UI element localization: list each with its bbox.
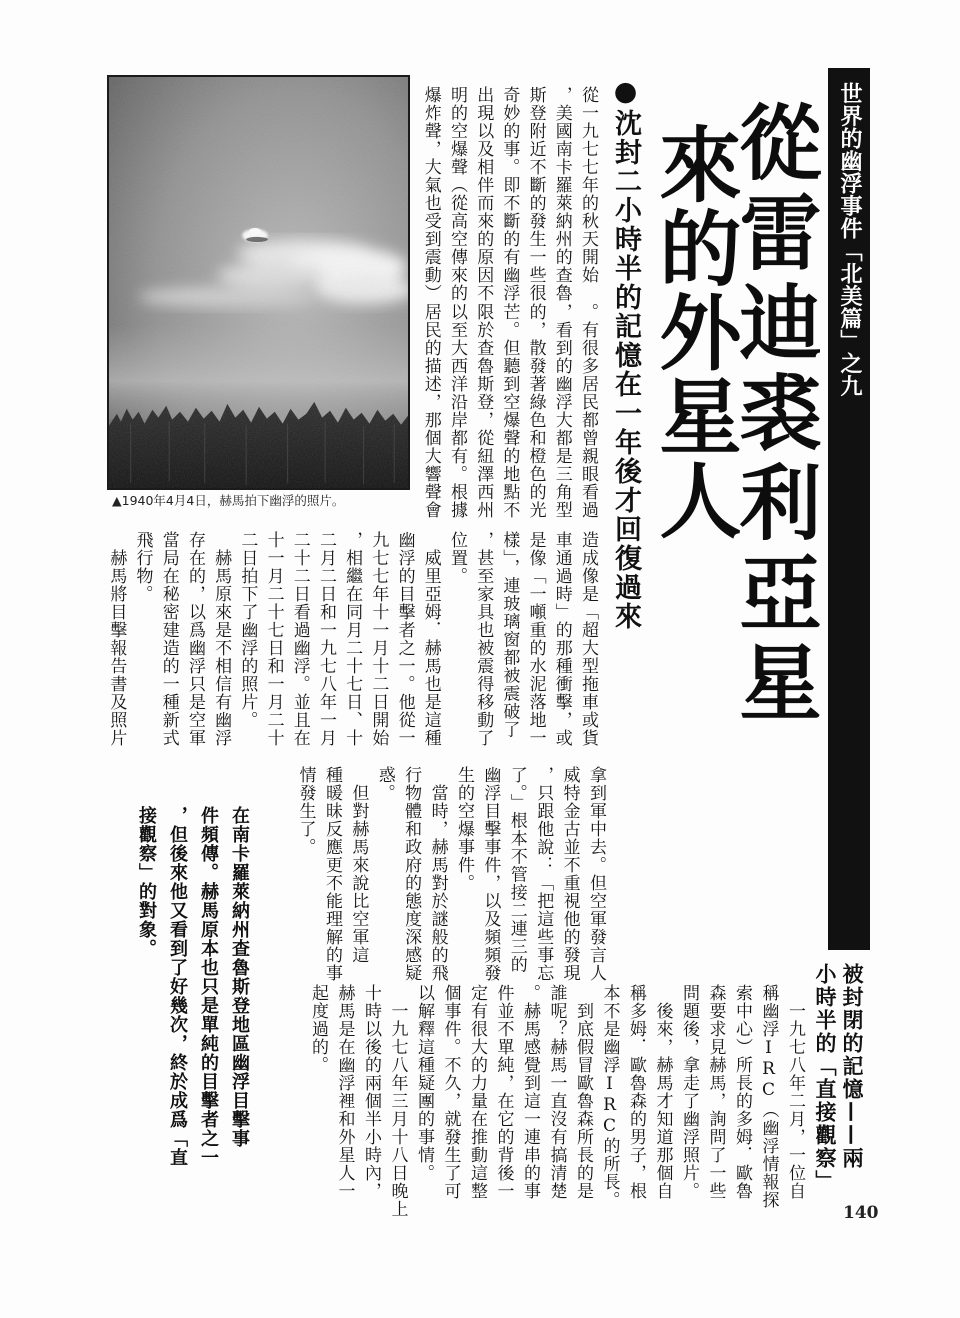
- pull-quote: [131, 806, 255, 1167]
- text-column: 以至大西洋沿岸都有。根據: [446, 303, 467, 519]
- body-text-tier-b: [418, 303, 601, 519]
- text-column: 居民的描述，那個大響聲會: [420, 303, 441, 519]
- text-column: ，只跟他說：「把這些事忘: [533, 766, 554, 982]
- text-column: 森要求見赫馬，詢問了一些: [705, 984, 726, 1200]
- text-column: 赫馬將目擊報告書及照片: [106, 531, 127, 747]
- text-column: 爆炸聲，大氣也受到震動）: [420, 86, 441, 302]
- text-column: 斯登附近不斷的發生一些很: [525, 86, 546, 302]
- text-column: 。赫馬感覺到這一連串的事: [520, 984, 540, 1200]
- text-column: 被封閉的記憶——兩: [840, 963, 864, 1170]
- series-label: 世界的幽浮事件「北美篇」之九: [837, 82, 862, 397]
- text-column: 車通過時」的那種衝擊，或: [551, 531, 572, 747]
- text-column: 十時以後的兩個半小時內，: [361, 984, 381, 1200]
- page-number: 140: [843, 1203, 879, 1223]
- text-column: 出現以及相伴而來的原因不: [473, 86, 494, 302]
- text-column: 幽浮目擊事件，以及頻頻發: [480, 766, 501, 982]
- text-column: 明的空爆聲（從高空傳來的: [446, 86, 467, 302]
- text-column: 從一九七七年的秋天開始: [578, 86, 598, 284]
- text-column: 赫馬是在幽浮裡和外星人一: [334, 984, 355, 1200]
- text-column: 限於查魯斯登，從紐澤西州: [473, 303, 494, 519]
- film-grain: [109, 77, 408, 488]
- text-column: 奇妙的事。即不斷的有幽浮: [499, 86, 520, 302]
- text-column: 存在的，以爲幽浮只是空軍: [184, 531, 205, 747]
- text-column: 二十二日看過幽浮。並且在: [289, 531, 310, 747]
- text-column: 惑。: [374, 766, 395, 802]
- text-column: 接觀察」的對象。: [136, 806, 157, 958]
- text-column: 當局在秘密建造的一種新式: [158, 531, 179, 747]
- text-column: 件並不單純，在它的背後一: [493, 984, 514, 1200]
- text-column: 九七七年十一月十二日開始: [368, 531, 389, 747]
- text-column: 稱多姆．歐魯森的男子，根: [626, 984, 646, 1200]
- text-column: 定有很大的力量在推動這整: [467, 984, 487, 1200]
- text-column: 一九七八年二月，一位自: [785, 984, 805, 1200]
- text-column: ，但後來他又看到了好幾次，終於成爲「直: [167, 806, 188, 1167]
- text-column: 後來，赫馬才知道那個自: [652, 984, 673, 1200]
- text-column: 小時半的「直接觀察」: [813, 963, 837, 1193]
- text-column: 到底假冒歐魯森所長的是: [573, 984, 593, 1200]
- text-column: 件頻傳。赫馬原本也只是單純的目擊者之一: [198, 806, 219, 1167]
- text-column: 二月二日和一九七八年一月: [315, 531, 336, 747]
- text-column: 問題後，拿走了幽浮照片。: [679, 984, 699, 1200]
- text-column: 是像「一噸重的水泥落地一: [525, 531, 546, 747]
- text-column: 造成像是「超大型拖車或貨: [578, 531, 598, 747]
- text-column: 飛行物。: [132, 531, 153, 603]
- ufo-photo: [107, 75, 410, 490]
- text-column: 了。」根本不管接二連三的: [506, 766, 527, 974]
- text-column: 本不是幽浮IRC的所長。: [599, 984, 620, 1209]
- text-column: 赫馬原來是不相信有幽浮: [211, 531, 232, 747]
- text-column: 情發生了。: [295, 766, 316, 856]
- article-title-line-1: 從雷迪裘利亞星: [726, 100, 821, 730]
- text-column: 幽浮的目擊者之一。他從一: [394, 531, 415, 747]
- text-column: ，看到的幽浮大都是三角型: [551, 303, 572, 519]
- text-column: 種暖昧反應更不能理解的事: [321, 766, 342, 982]
- text-column: 在南卡羅萊納州查魯斯登地區幽浮目擊事: [229, 806, 250, 1148]
- text-column: ，甚至家具也被震得移動了: [473, 531, 494, 747]
- text-column: 芒。但聽到空爆聲的地點不: [499, 303, 520, 519]
- text-column: 誰呢？赫馬一直沒有搞清楚: [546, 984, 567, 1200]
- section-heading: [811, 963, 865, 1193]
- text-column: 當時，赫馬對於謎般的飛: [427, 766, 448, 982]
- text-column: 。有很多居民都曾親眼看過: [578, 303, 598, 519]
- text-column: 威特金古並不重視他的發現: [559, 766, 580, 982]
- text-column: ，相繼在同月二十七日、十: [342, 531, 363, 747]
- text-column: 拿到軍中去。但空軍發言人: [586, 766, 606, 982]
- text-column: ，美國南卡羅萊納州的查魯: [551, 86, 572, 302]
- text-column: 一九七八年三月十八日晚上: [387, 984, 408, 1218]
- text-column: 生的空爆事件。: [453, 766, 474, 892]
- text-column: 索中心）所長的多姆．歐魯: [732, 984, 752, 1200]
- ufo-photo-image: [109, 77, 408, 488]
- text-column: 的，散發著綠色和橙色的光: [525, 303, 546, 519]
- body-text-tier-a: [418, 86, 601, 302]
- body-text-tier-d: [292, 766, 609, 982]
- text-column: 但對赫馬來說比空軍這: [348, 766, 369, 964]
- text-column: 位置。: [446, 531, 467, 585]
- section-body: [305, 984, 809, 1218]
- text-column: 行物體和政府的態度深感疑: [401, 766, 422, 982]
- text-column: 稱幽浮IRC（幽浮情報探: [758, 984, 779, 1209]
- body-text-tier-c: [103, 531, 601, 747]
- text-column: 以解釋這種疑團的事情。: [414, 984, 434, 1182]
- photo-caption: ▲1940年4月4日，赫馬拍下幽浮的照片。: [112, 493, 345, 508]
- text-column: 起度過的。: [308, 984, 328, 1074]
- text-column: 個事件。不久，就發生了可: [440, 984, 461, 1200]
- article-subtitle: ●沈封二小時半的記憶在一年後才回復過來: [610, 76, 641, 631]
- text-column: 十一月二十七日和一月二十: [263, 531, 284, 747]
- series-banner: [828, 68, 870, 950]
- text-column: 樣」，連玻璃窗都被震破了: [499, 531, 520, 739]
- text-column: 二日拍下了幽浮的照片。: [237, 531, 258, 729]
- text-column: 威里亞姆．赫馬也是這種: [420, 531, 441, 747]
- article-title-line-2: 來的外星人: [646, 122, 741, 542]
